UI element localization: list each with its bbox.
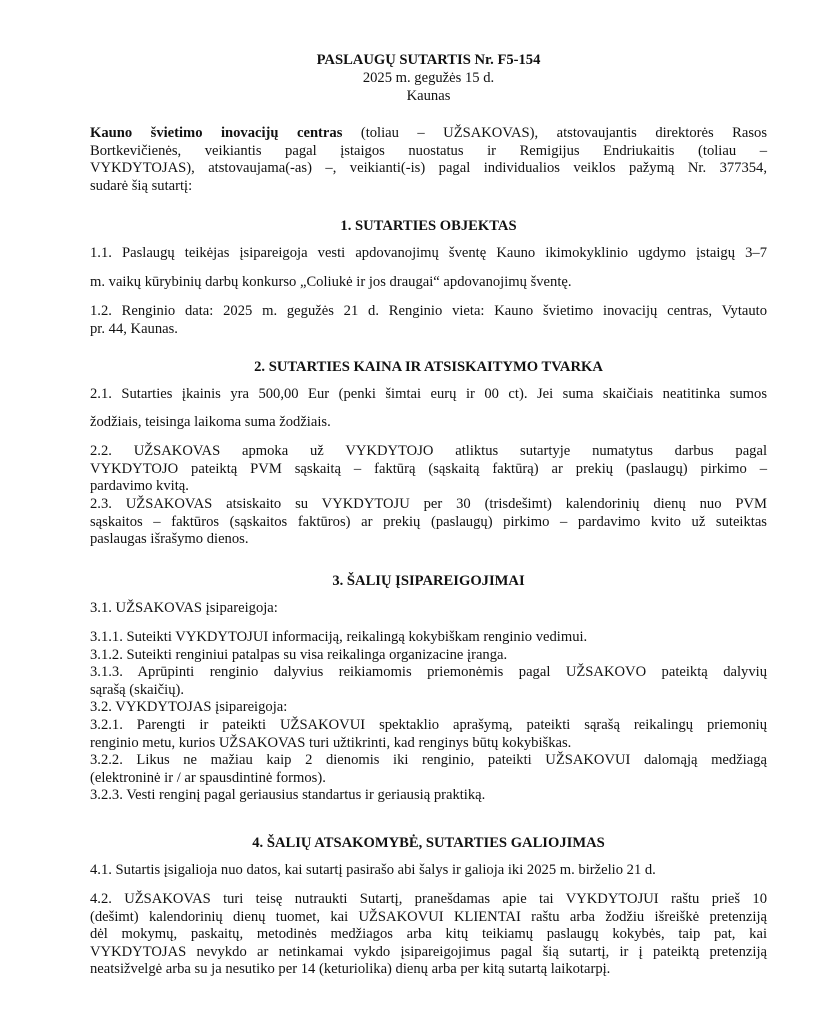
document-title: PASLAUGŲ SUTARTIS Nr. F5-154 xyxy=(316,52,541,68)
section-4-heading: 4. ŠALIŲ ATSAKOMYBĖ, SUTARTIES GALIOJIMAS xyxy=(252,835,605,851)
clause-3-1-2: 3.1.2. Suteikti renginiui patalpas su visa reikalinga organizacine įranga. xyxy=(90,646,508,663)
clause-2-2: 2.2. UŽSAKOVAS apmoka už VYKDYTOJO atliktus sutartyje numatytus darbus pagal VYKDYTOJO pateiktą PVM sąskaitą – faktūrą (sąskaitą faktūrą) ar prekių (paslaugų) pirkimo – pardavimo kvitą. xyxy=(90,443,767,495)
clause-3-2-3: 3.2.3. Vesti renginį pagal geriausius standartus ir geriausią praktiką. xyxy=(90,787,486,804)
intro-line-1: Kauno švietimo inovacijų centras (toliau – UŽSAKOVAS), atstovaujantis direktorės Rasos xyxy=(90,125,767,141)
document-date: 2025 m. gegužės 15 d. xyxy=(362,70,495,86)
section-3-heading: 3. ŠALIŲ ĮSIPAREIGOJIMAI xyxy=(332,573,525,589)
intro-paragraph xyxy=(90,125,767,195)
section-1-heading: 1. SUTARTIES OBJEKTAS xyxy=(340,218,517,234)
intro-line-2: Bortkevičienės, veikiantis pagal įstaigos nuostatus ir Remigijus Endriukaitis (toliau – xyxy=(90,142,767,159)
clause-2-1: 2.1. Sutarties įkainis yra 500,00 Eur (penki šimtai eurų ir 00 ct). Jei suma skaičiais neatitinka sumos xyxy=(90,386,767,402)
section-2-heading: 2. SUTARTIES KAINA IR ATSISKAITYMO TVARKA xyxy=(254,359,603,375)
clause-3-1-list: 3.1.1. Suteikti VYKDYTOJUI informaciją, reikalingą kokybiškam renginio vedimui. 3.1.2. Suteikti renginiui patalpas su visa reikalinga organizacine įranga. 3.1.3. Aprūpinti renginio dalyvius reikiamomis priemonėmis pagal UŽSAKOVO pateiktą dalyvių sąrašą (skaičių). 3.2. VYKDYTOJAS įsipareigoja: 3.2.1. Parengti ir pateikti UŽSAKOVUI spektaklio aprašymą, pateikti sąrašą reikalingų priemonių renginio metu, kurios UŽSAKOVAS turi užtikrinti, kad renginys būtų kokybiškas. 3.2.2. Likus ne mažiau kaip 2 dienomis iki renginio, pateikti UŽSAKOVUI dalomąją medžiagą (elektroninė ir / ar spausdintinė formos). 3.2.3. Vesti renginį pagal geriausius standartus ir geriausią praktiką. xyxy=(90,629,767,804)
clause-1-1-cont: m. vaikų kūrybinių darbų konkurso „Coliukė ir jos draugai“ apdovanojimų šventę. xyxy=(90,274,572,290)
document-place: Kaunas xyxy=(406,88,451,104)
intro-line-4: sudarė šią sutartį: xyxy=(90,177,193,194)
clause-3-1-3: 3.1.3. Aprūpinti renginio dalyvius reikiamomis priemonėmis pagal UŽSAKOVO pateiktą dalyvių xyxy=(90,664,767,681)
client-name: Kauno švietimo inovacijų centras xyxy=(90,125,343,141)
clause-3-2-2: 3.2.2. Likus ne mažiau kaip 2 dienomis iki renginio, pateikti UŽSAKOVUI dalomąją medžiagą xyxy=(90,752,767,769)
clause-1-1: 1.1. Paslaugų teikėjas įsipareigoja vesti apdovanojimų šventę Kauno ikimokyklinio ugdymo įstaigų 3–7 xyxy=(90,245,767,261)
clause-3-2: 3.2. VYKDYTOJAS įsipareigoja: xyxy=(90,699,288,716)
clause-4-2: 4.2. UŽSAKOVAS turi teisę nutraukti Sutartį, pranešdamas apie tai VYKDYTOJUI raštu prieš 10 (dešimt) kalendorinių dienų tuomet, kai UŽSAKOVUI KLIENTAI raštu arba žodžiu išreiškė pretenziją dėl mokymų, paskaitų, metodinės medžiagos arba kitų teikiamų paslaugų kokybės, taip pat, kai VYKDYTOJAS nevykdo ar netinkamai vykdo įsipareigojimus pagal šią sutartį, ir į pateiktą pretenziją neatsižvelgė arba su ja nesutiko per 14 (keturiolika) dienų arba per kitą sutartą laikotarpį. xyxy=(90,891,767,978)
clause-2-3: 2.3. UŽSAKOVAS atsiskaito su VYKDYTOJU per 30 (trisdešimt) kalendorinių dienų nuo PVM sąskaitos – faktūros (sąskaitos faktūros) ar prekių (paslaugų) pirkimo – pardavimo kvito už suteiktas paslaugas išrašymo dienos. xyxy=(90,496,767,548)
clause-4-1: 4.1. Sutartis įsigalioja nuo datos, kai sutartį pasirašo abi šalys ir galioja iki 2025 m. birželio 21 d. xyxy=(90,862,656,878)
clause-2-1-cont: žodžiais, teisinga laikoma suma žodžiais. xyxy=(90,414,331,430)
clause-1-2: 1.2. Renginio data: 2025 m. gegužės 21 d. Renginio vieta: Kauno švietimo inovacijų centras, Vytauto pr. 44, Kaunas. xyxy=(90,303,767,337)
clause-3-1-1: 3.1.1. Suteikti VYKDYTOJUI informaciją, reikalingą kokybiškam renginio vedimui. xyxy=(90,629,588,645)
clause-3-2-1: 3.2.1. Parengti ir pateikti UŽSAKOVUI spektaklio aprašymą, pateikti sąrašą reikalingų priemonių xyxy=(90,716,767,733)
clause-3-1: 3.1. UŽSAKOVAS įsipareigoja: xyxy=(90,600,278,616)
intro-line-3: VYKDYTOJAS), atstovaujama(-as) –, veikianti(-is) pagal individualios veiklos pažymą Nr. 377354, xyxy=(90,160,767,177)
